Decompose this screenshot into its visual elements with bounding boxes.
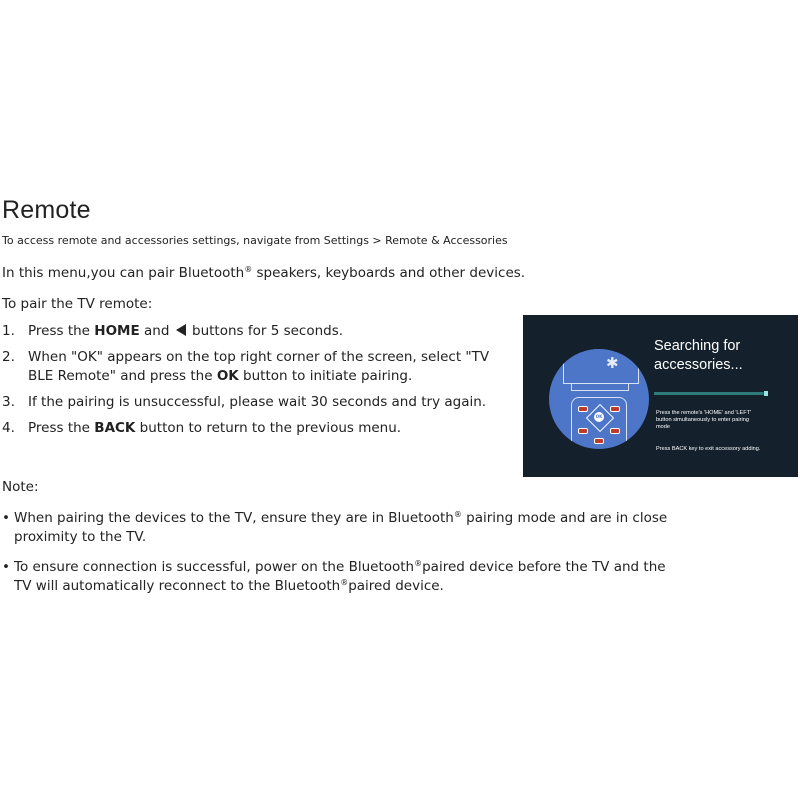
pairing-illustration [549,349,649,449]
search-progress-indicator [764,391,768,396]
remote-button-icon [610,406,620,412]
page-title: Remote [2,196,91,224]
remote-button-icon [610,428,620,434]
pairing-steps [2,322,502,445]
pair-heading: To pair the TV remote: [2,296,153,312]
step-item: 4. Press the BACK button to return to the previous menu. [2,420,402,436]
ok-button-icon: OK [594,412,604,422]
step-item: 1. Press the HOME and buttons for 5 seconds. [2,323,344,339]
remote-icon [571,397,627,449]
note-item: • When pairing the devices to the TV, ensure they are in Bluetooth® pairing mode and are in close proximity to the TV. [2,510,668,545]
tv-hint-back: Press BACK key to exit accessory adding. [656,446,761,452]
bluetooth-icon: ✱ [606,354,619,372]
tv-hint-pairing: Press the remote's 'HOME' and 'LEFT' button simultaneously to enter pairing mode [656,410,752,430]
step-item: 3. If the pairing is unsuccessful, please wait 30 seconds and try again. [2,394,487,410]
tv-stand-icon [571,383,629,391]
left-arrow-icon [176,324,186,336]
tv-outline-icon [563,349,639,384]
page-subtitle: To access remote and accessories settings, navigate from Settings > Remote & Accessories [2,234,508,247]
remote-button-icon [594,438,604,444]
note-item: • To ensure connection is successful, power on the Bluetooth®paired device before the TV and the TV will automatically reconnect to the Bluetooth®paired device. [2,559,666,594]
tv-pairing-screenshot [523,315,798,477]
search-progress-bar [654,392,766,395]
remote-button-icon [578,428,588,434]
search-progress-fill [654,392,763,395]
note-label: Note: [2,479,39,495]
intro-text: In this menu,you can pair Bluetooth® speakers, keyboards and other devices. [2,265,526,281]
remote-button-icon [578,406,588,412]
step-item: 2. When "OK" appears on the top right corner of the screen, select "TV BLE Remote" and press the OK button to initiate pairing. [2,349,490,384]
tv-search-title: Searching for accessories... [654,338,743,373]
notes-list [2,509,682,607]
